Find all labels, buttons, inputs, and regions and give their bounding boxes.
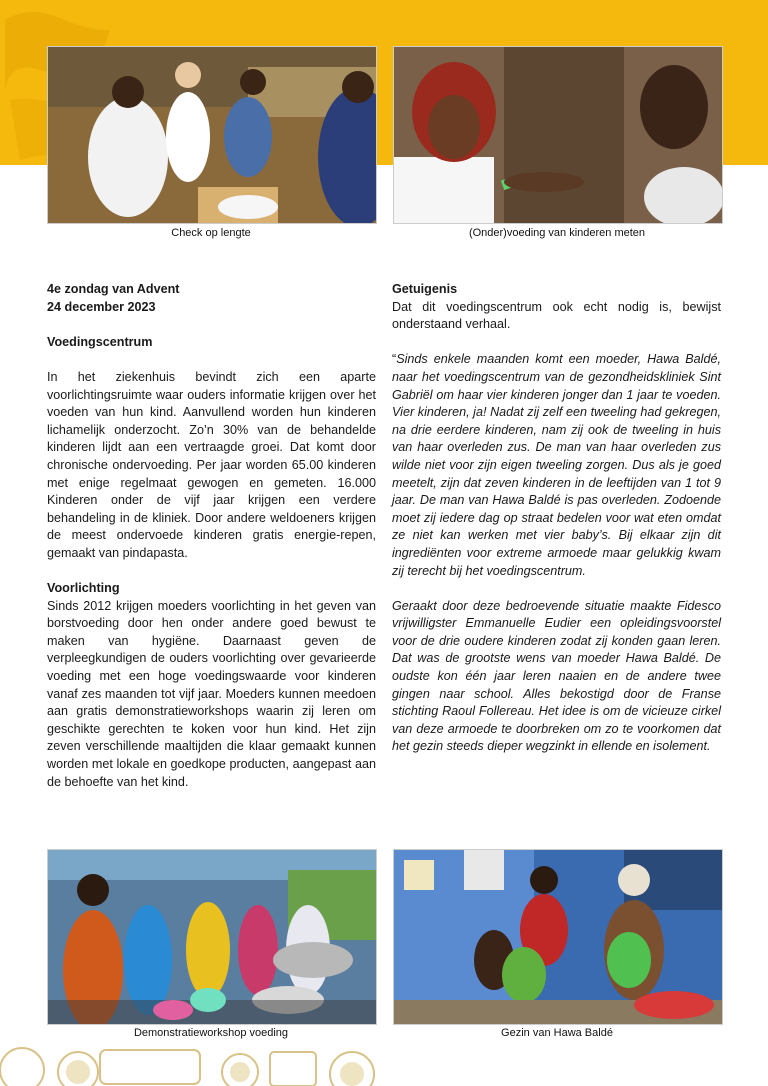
testimony-paragraph-1 bbox=[392, 351, 721, 580]
section-title-voedingscentrum: Voedingscentrum bbox=[47, 334, 153, 349]
photo-cooking-workshop bbox=[47, 849, 377, 1025]
testimony-paragraph-2: Geraakt door deze bedroevende situatie maakte Fidesco vrijwilligster Emmanuelle Eudier een opleidingsvoorstel voor de drie oudere kinderen zodat zij konden gaan leren. Dat was de grootste wens van moeder Hawa Baldé. De oudste kon één jaar leren naaien en de andere twee gingen naar school. Alles bekostigd door de Franse stichting Raoul Follereau. Het idee is om de vicieuze cirkel van deze armoede te doorbreken om zo te voorkomen dat het gezin steeds dieper wegzinkt in ellende en isolement. bbox=[392, 598, 721, 754]
left-column bbox=[47, 281, 376, 791]
section-title-getuigenis: Getuigenis bbox=[392, 282, 458, 296]
photo-length-check bbox=[47, 46, 377, 224]
caption-length-check: Check op lengte bbox=[171, 227, 251, 239]
testimony-text-1: Sinds enkele maanden komt een moeder, Hawa Baldé, naar het voedingscentrum van de gezondheidskliniek Sint Gabriël om haar vier kinderen jonger dan 1 jaar te voeden. Vier kinderen, ja! Nadat zij zelf een tweeling had gekregen, na drie eerdere kinderen, nam zij ook de tweeling in huis van haar overleden zus. De man van haar overleden zus wilde niet voor zijn eigen tweeling zorgen. Dus als je goed meetelt, zijn dat zeven kinderen in de leeftijden van 1 tot 9 jaar. De man van Hawa Baldé is pas overleden. Zodoende moet zij iedere dag op straat bedelen voor wat eten omdat ze niet kan werken met vier baby’s. Bij elkaar zijn dit ingrediënten voor extreme armoede maar gelukkig kwam zij terecht bij het voedingscentrum. bbox=[392, 352, 721, 578]
right-column bbox=[392, 281, 721, 756]
caption-measure-children: (Onder)voeding van kinderen meten bbox=[468, 227, 646, 239]
section-text-voedingscentrum: In het ziekenhuis bevindt zich een aparte voorlichtingsruimte waar ouders informatie krijgen over het voeden van hun kind. Aanvullend worden hun kinderen lichamelijk onderzocht. Zo’n 30% van de behandelde kinderen lijdt aan een vertraagde groei. Dat komt door chronische ondervoeding. Per jaar worden 65.00 kinderen met enige regelmaat gewogen en gemeten. 16.000 Kinderen onder de vijf jaar krijgen een verdere behandeling in de kliniek. Door andere weldoeners krijgen de meest ondervoede kinderen gratis energie-repen, gemaakt van pindapasta. bbox=[47, 369, 376, 560]
caption-cooking-workshop: Demonstratieworkshop voeding bbox=[133, 1027, 289, 1039]
quote-mark: “ bbox=[392, 352, 397, 367]
getuigenis-intro: Dat dit voedingscentrum ook echt nodig is, bewijst onderstaand verhaal. bbox=[392, 299, 721, 332]
photo-balde-family bbox=[393, 849, 723, 1025]
heading-date: 24 december 2023 bbox=[47, 299, 156, 314]
heading-advent: 4e zondag van Advent bbox=[47, 282, 180, 296]
section-title-voorlichting: Voorlichting bbox=[47, 581, 120, 596]
caption-balde-family: Gezin van Hawa Baldé bbox=[501, 1027, 613, 1039]
section-text-voorlichting: Sinds 2012 krijgen moeders voorlichting in het geven van borstvoeding door hen onder andere goed bewust te maken van hygiëne. Daarnaast geven de verpleegkundigen de ouders voorlichting over gevarieerde voeding met een hoge voedingswaarde voor kinderen vanaf zes maanden tot vijf jaar. Moeders kunnen meedoen aan gratis demonstratieworkshops waarin zij leren om geschikte gerechten te koken voor hun kind. Het zijn zeven verschillende maaltijden die klaar gemaakt kunnen worden met lokale en goedkope producten, aangepast aan de behoefte van het kind. bbox=[47, 598, 376, 789]
postage-stamps-decoration bbox=[0, 1030, 390, 1086]
photo-measure-children bbox=[393, 46, 723, 224]
